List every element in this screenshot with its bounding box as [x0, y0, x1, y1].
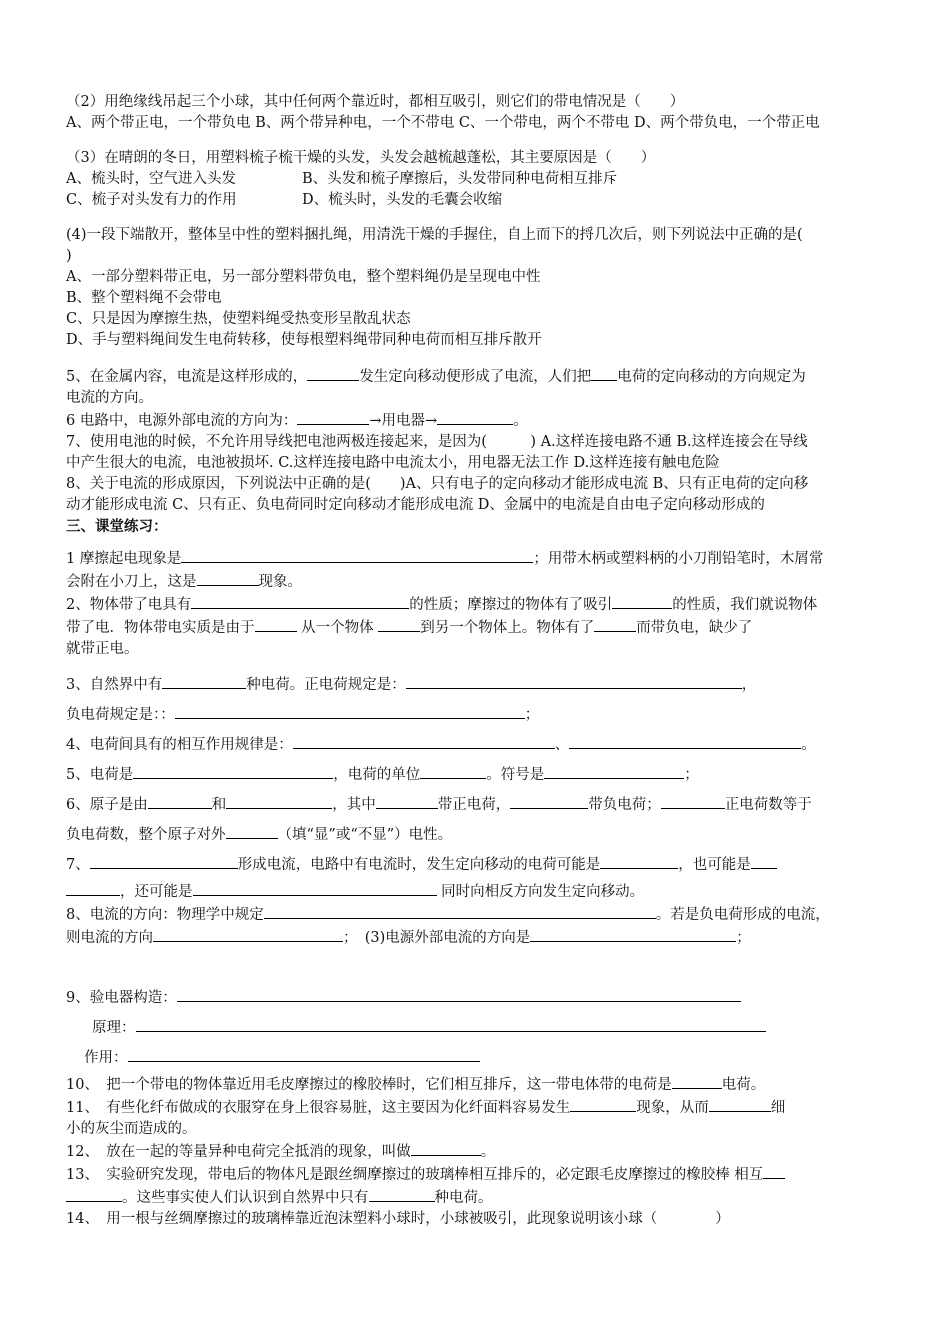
option-b: B、头发和梳子摩擦后，头发带同种电荷相互排斥 — [302, 171, 618, 187]
question-5: 5、在金属内容，电流是这样形成的， 发生定向移动便形成了电流，人们把 电荷的定向移动的方向规定为 — [66, 365, 884, 388]
practice-13: 13、 实验研究发现，带电后的物体凡是跟丝绸摩擦过的玻璃棒相互排斥的，必定跟毛皮摩擦过的橡胶棒 相互 — [66, 1163, 884, 1186]
practice-12: 12、 放在一起的等量异种电荷完全抵消的现象，叫做 。 — [66, 1140, 884, 1163]
answer-blank[interactable] — [510, 793, 588, 809]
option-c: C、梳子对头发有力的作用 — [66, 192, 237, 208]
answer-blank[interactable] — [191, 593, 409, 609]
answer-blank[interactable] — [544, 763, 684, 779]
answer-blank[interactable] — [133, 763, 333, 779]
answer-blank[interactable] — [162, 673, 246, 689]
worksheet-page — [66, 92, 884, 1230]
question-4-option-a: A、一部分塑料带正电，另一部分塑料带负电，整个塑料绳仍是呈现电中性 — [66, 269, 541, 285]
practice-1: 1 摩擦起电现象是 ；用带木柄或塑料柄的小刀削铅笔时，木屑常 — [66, 547, 884, 570]
practice-2: 2、物体带了电具有 的性质；摩擦过的物体有了吸引 的性质，我们就说物体 — [66, 593, 884, 616]
answer-blank[interactable] — [293, 733, 555, 749]
question-8-line2: 动才能形成电流 C、只有正、负电荷同时定向移动才能形成电流 D、金属中的电流是自由电子定向移动形成的 — [66, 497, 765, 513]
answer-blank[interactable] — [177, 986, 741, 1002]
practice-7: 7、 形成电流，电路中有电流时，发生定向移动的电荷可能是 ，也可能是 — [66, 850, 884, 880]
practice-6: 6、原子是由 和 ，其中 带正电荷， 带负电荷； 正电荷数等于 — [66, 790, 884, 820]
answer-blank[interactable] — [66, 880, 120, 896]
answer-blank[interactable] — [437, 409, 513, 425]
answer-blank[interactable] — [591, 365, 617, 381]
question-3-options-row2 — [66, 190, 884, 211]
practice-7-cont: ，还可能是 同时向相反方向发生定向移动。 — [66, 880, 884, 903]
practice-9-principle: 原理： — [66, 1013, 884, 1043]
practice-13-cont: 。这些事实使人们认识到自然界中只有 种电荷。 — [66, 1186, 884, 1209]
question-2-stem: （2）用绝缘线吊起三个小球，其中任何两个靠近时，都相互吸引，则它们的带电情况是（ ） — [66, 94, 685, 110]
answer-blank[interactable] — [411, 1140, 481, 1156]
question-7-line1: 7、使用电池的时候，不允许用导线把电池两极连接起来，是因为( ) A.这样连接电路不通 B.这样连接会在导线 — [66, 434, 808, 450]
answer-blank[interactable] — [672, 1073, 722, 1089]
question-3-stem: （3）在晴朗的冬日，用塑料梳子梳干燥的头发，头发会越梳越蓬松，其主要原因是（ ） — [66, 150, 656, 166]
answer-blank[interactable] — [181, 547, 533, 563]
practice-2-end: 就带正电。 — [66, 641, 139, 657]
answer-blank[interactable] — [763, 1163, 785, 1179]
question-4-stem: (4)一段下端散开，整体呈中性的塑料捆扎绳，用清洗干燥的手握住，自上而下的捋几次后，则下列说法中正确的是( — [66, 227, 803, 243]
practice-9-function: 作用： — [66, 1043, 884, 1073]
answer-blank[interactable] — [600, 853, 678, 869]
question-5-cont: 电流的方向。 — [66, 390, 153, 406]
answer-blank[interactable] — [264, 903, 656, 919]
practice-9: 9、验电器构造： — [66, 983, 884, 1013]
answer-blank[interactable] — [661, 793, 725, 809]
question-4-option-c: C、只是因为摩擦生热，使塑料绳受热变形呈散乱状态 — [66, 311, 411, 327]
question-4-stem-cont: ) — [66, 248, 72, 264]
practice-3: 3、自然界中有 种电荷。正电荷规定是： ， — [66, 670, 884, 700]
practice-14: 14、 用一根与丝绸摩擦过的玻璃棒靠近泡沫塑料小球时，小球被吸引，此现象说明该小球（ ） — [66, 1211, 730, 1227]
answer-blank[interactable] — [530, 926, 736, 942]
answer-blank[interactable] — [136, 1016, 766, 1032]
practice-8-cont: 则电流的方向 ； (3)电源外部电流的方向是 ； — [66, 926, 884, 949]
answer-blank[interactable] — [175, 703, 525, 719]
answer-blank[interactable] — [193, 880, 437, 896]
practice-11-cont: 小的灰尘而造成的。 — [66, 1121, 197, 1137]
answer-blank[interactable] — [148, 793, 212, 809]
answer-blank[interactable] — [153, 926, 343, 942]
answer-blank[interactable] — [226, 823, 278, 839]
practice-6-cont: 负电荷数，整个原子对外 （填“显”或“不显”）电性。 — [66, 820, 884, 850]
answer-blank[interactable] — [594, 616, 636, 632]
practice-4: 4、电荷间具有的相互作用规律是： 、 。 — [66, 730, 884, 760]
question-7-line2: 中产生很大的电流，电池被损坏. C.这样连接电路中电流太小，用电器无法工作 D.这样连接有触电危险 — [66, 455, 720, 471]
answer-blank[interactable] — [569, 733, 801, 749]
answer-blank[interactable] — [226, 793, 332, 809]
section-title: 三、课堂练习： — [66, 518, 168, 535]
answer-blank[interactable] — [90, 853, 238, 869]
answer-blank[interactable] — [378, 616, 420, 632]
answer-blank[interactable] — [570, 1096, 636, 1112]
answer-blank[interactable] — [307, 365, 359, 381]
question-3-options-row1 — [66, 169, 884, 190]
answer-blank[interactable] — [369, 1186, 435, 1202]
answer-blank[interactable] — [255, 616, 297, 632]
practice-8: 8、电流的方向：物理学中规定 。若是负电荷形成的电流， — [66, 903, 884, 926]
answer-blank[interactable] — [66, 1186, 122, 1202]
answer-blank[interactable] — [709, 1096, 771, 1112]
practice-2-cont: 带了电．物体带电实质是由于 从一个物体 到另一个物体上。物体有了 而带负电，缺少了 — [66, 616, 884, 639]
option-d: D、梳头时，头发的毛囊会收缩 — [302, 192, 503, 208]
answer-blank[interactable] — [406, 673, 742, 689]
answer-blank[interactable] — [751, 853, 777, 869]
answer-blank[interactable] — [420, 763, 486, 779]
question-6: 6 电路中，电源外部电流的方向为： →用电器→ 。 — [66, 409, 884, 432]
answer-blank[interactable] — [297, 409, 369, 425]
option-a: A、梳头时，空气进入头发 — [66, 171, 236, 187]
practice-11: 11、 有些化纤布做成的衣服穿在身上很容易脏，这主要因为化纤面料容易发生 现象，从而 细 — [66, 1096, 884, 1119]
question-4-option-b: B、整个塑料绳不会带电 — [66, 290, 222, 306]
answer-blank[interactable] — [376, 793, 438, 809]
answer-blank[interactable] — [612, 593, 672, 609]
practice-5: 5、电荷是 ，电荷的单位 。符号是 ； — [66, 760, 884, 790]
answer-blank[interactable] — [197, 570, 259, 586]
practice-10: 10、 把一个带电的物体靠近用毛皮摩擦过的橡胶棒时，它们相互排斥，这一带电体带的电荷是 电荷。 — [66, 1073, 884, 1096]
answer-blank[interactable] — [128, 1046, 480, 1062]
practice-3-cont: 负电荷规定是：： ； — [66, 700, 884, 730]
question-8-line1: 8、关于电流的形成原因，下列说法中正确的是( )A、只有电子的定向移动才能形成电流 B、只有正电荷的定向移 — [66, 476, 809, 492]
practice-1-cont: 会附在小刀上，这是 现象。 — [66, 570, 884, 593]
question-2-options: A、两个带正电，一个带负电 B、两个带异种电，一个不带电 C、一个带电，两个不带电 D、两个带负电，一个带正电 — [66, 115, 820, 131]
question-4-option-d: D、手与塑料绳间发生电荷转移，使每根塑料绳带同种电荷而相互排斥散开 — [66, 332, 542, 348]
